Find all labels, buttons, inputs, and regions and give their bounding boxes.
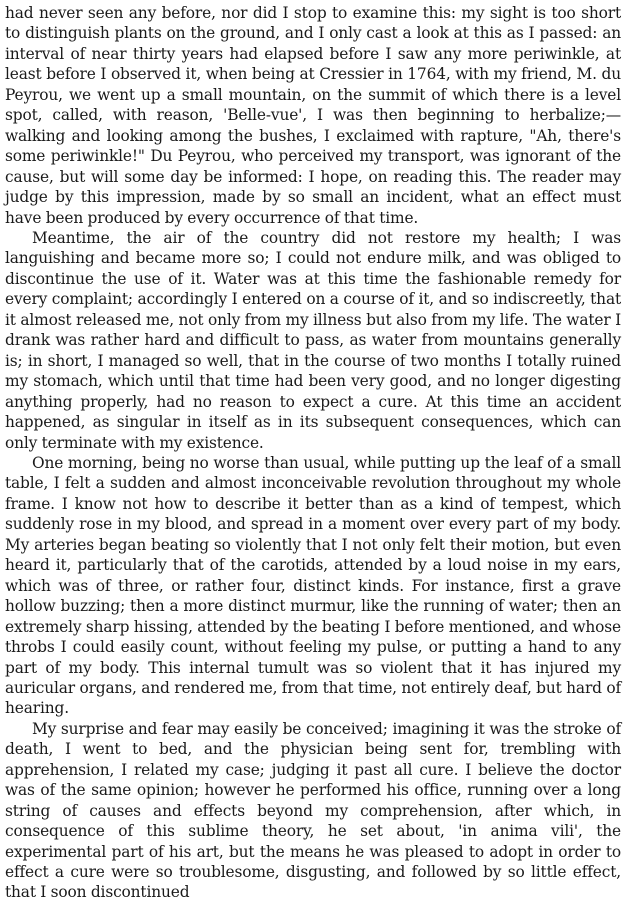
paragraph-continued: had never seen any before, nor did I stop to examine this: my sight is too short to distinguish plants on the ground, and I only cast a look at this as I passed: an interval of near thirty years had elapsed before I saw any more periwinkle, at least before I observed it, when being at Cressier in 1764, with my friend, M. du Peyrou, we went up a small mountain, on the summit of which there is a level spot, called, with reason, 'Belle-vue', I was then beginning to herbalize;—walking and looking among the bushes, I exclaimed with rapture, "Ah, there's some periwinkle!" Du Peyrou, who perceived my transport, was ignorant of the cause, but will some day be informed: I hope, on reading this. The reader may judge by this impression, made by so small an incident, what an effect must have been produced by every occurrence of that time.: [5, 4, 621, 227]
paragraph-health: Meantime, the air of the country did not restore my health; I was languishing and became more so; I could not endure milk, and was obliged to discontinue the use of it. Water was at this time the fashionable remedy for every complaint; accordingly I entered on a course of it, and so indiscreetly, that it almost released me, not only from my illness but also from my life. The water I drank was rather hard and difficult to pass, as water from mountains generally is; in short, I managed so well, that in the course of two months I totally ruined my stomach, which until that time had been very good, and no longer digesting anything properly, had no reason to expect a cure. At this time an accident happened, as singular in itself as in its subsequent consequences, which can only terminate with my existence.: [5, 228, 621, 452]
paragraph-physician: My surprise and fear may easily be conceived; imagining it was the stroke of death, I went to bed, and the physician being sent for, trembling with apprehension, I related my case; judging it past all cure. I believe the doctor was of the same opinion; however he performed his office, running over a long string of causes and effects beyond my comprehension, after which, in consequence of this sublime theory, he set about, 'in anima vili', the experimental part of his art, but the means he was pleased to adopt in order to effect a cure were so troublesome, disgusting, and followed by so little effect, that I soon discontinued: [5, 719, 621, 902]
document-page: [5, 3, 621, 903]
paragraph-morning-attack: One morning, being no worse than usual, while putting up the leaf of a small table, I felt a sudden and almost inconceivable revolution throughout my whole frame. I know not how to describe it better than as a kind of tempest, which suddenly rose in my blood, and spread in a moment over every part of my body. My arteries began beating so violently that I not only felt their motion, but even heard it, particularly that of the carotids, attended by a loud noise in my ears, which was of three, or rather four, distinct kinds. For instance, first a grave hollow buzzing; then a more distinct murmur, like the running of water; then an extremely sharp hissing, attended by the beating I before mentioned, and whose throbs I could easily count, without feeling my pulse, or putting a hand to any part of my body. This internal tumult was so violent that it has injured my auricular organs, and rendered me, from that time, not entirely deaf, but hard of hearing.: [5, 453, 621, 718]
